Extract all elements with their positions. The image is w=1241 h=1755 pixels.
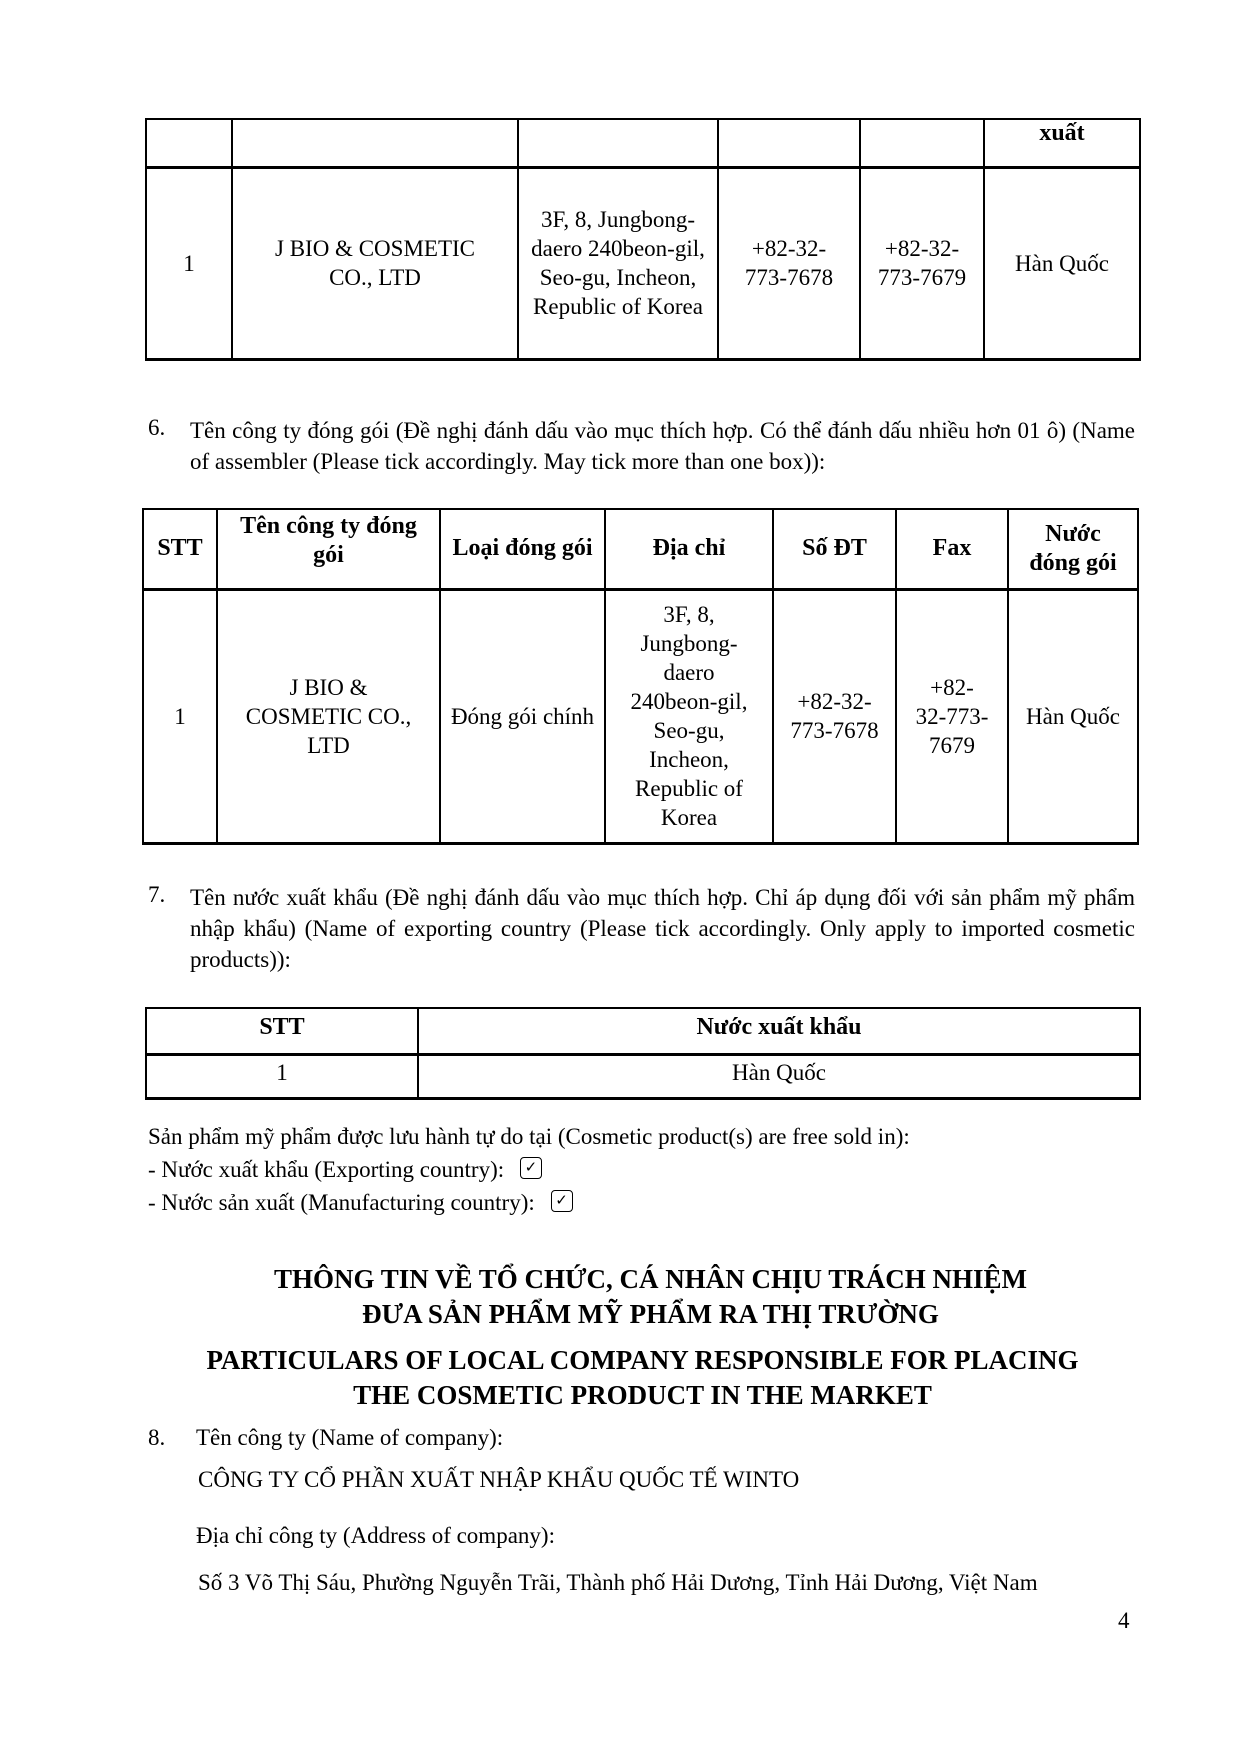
free-sold-intro: Sản phẩm mỹ phẩm được lưu hành tự do tại (Cosmetic product(s) are free sold in): [148,1124,910,1149]
heading-en-line2: THE COSMETIC PRODUCT IN THE MARKET [353,1380,932,1410]
cell-address: 3F, 8, Jungbong-daero 240beon-gil, Seo-gu, Incheon, Republic of Korea [605,589,773,843]
cell-company-name: J BIO & COSMETIC CO., LTD [217,589,440,843]
manufacturer-table [145,118,1141,361]
company-address-label: Địa chỉ công ty (Address of company): [196,1523,555,1548]
table-header-row [146,119,1140,167]
assembler-table [142,508,1139,845]
header-packing-type: Loại đóng gói [440,509,605,589]
cell-fax: +82-32-773-7679 [896,589,1008,843]
cell-address: 3F, 8, Jungbong-daero 240beon-gil, Seo-gu, Incheon, Republic of Korea [518,167,718,359]
header-cell [232,119,518,167]
company-name-label: Tên công ty (Name of company): [196,1425,504,1450]
cell-fax: +82-32-773-7679 [860,167,984,359]
header-address: Địa chỉ [605,509,773,589]
cell-packing-type: Đóng gói chính [440,589,605,843]
heading-vi-line2: ĐƯA SẢN PHẨM MỸ PHẨM RA THỊ TRƯỜNG [362,1299,939,1329]
header-phone: Số ĐT [773,509,896,589]
cell-country: Hàn Quốc [984,167,1140,359]
free-sold-exporting [148,1157,542,1183]
header-fax: Fax [896,509,1008,589]
section-6-text: Tên công ty đóng gói (Đề nghị đánh dấu vào mục thích hợp. Có thể đánh dấu nhiều hơn 01 ô) (Name of assembler (Please tick accordingly. May tick more than one box)): [190,418,1135,474]
manufacturing-country-checkbox[interactable]: ✓ [551,1190,573,1212]
free-sold-manufacturing-label: - Nước sản xuất (Manufacturing country): [148,1190,535,1215]
header-cell [860,119,984,167]
table-header-row [146,1008,1140,1054]
section-8-number: 8. [148,1425,166,1450]
cell-company-name: J BIO & COSMETIC CO., LTD [232,167,518,359]
header-packing-country: Nước đóng gói [1008,509,1138,589]
heading-vi-line1: THÔNG TIN VỀ TỔ CHỨC, CÁ NHÂN CHỊU TRÁCH NHIỆM [273,1264,1028,1294]
company-address-value: Số 3 Võ Thị Sáu, Phường Nguyễn Trãi, Thành phố Hải Dương, Tỉnh Hải Dương, Việt Nam [198,1570,1038,1595]
cell-packing-country: Hàn Quốc [1008,589,1138,843]
export-country-table [145,1007,1141,1100]
section-7-number: 7. [148,882,166,907]
section-6-number: 6. [148,415,166,440]
company-name-value: CÔNG TY CỔ PHẦN XUẤT NHẬP KHẨU QUỐC TẾ WINTO [198,1467,800,1492]
cell-phone: +82-32-773-7678 [718,167,860,359]
cell-stt: 1 [146,1054,418,1098]
page-number: 4 [1118,1608,1130,1633]
table-header-row [143,509,1138,589]
header-cell [518,119,718,167]
free-sold-exporting-label: - Nước xuất khẩu (Exporting country): [148,1157,505,1182]
cell-export-country: Hàn Quốc [418,1054,1140,1098]
header-company-name: Tên công ty đóng gói [217,509,440,589]
table-row [143,589,1138,843]
exporting-country-checkbox[interactable]: ✓ [520,1157,542,1179]
header-cell [718,119,860,167]
table-row [146,167,1140,359]
section-7-text: Tên nước xuất khẩu (Đề nghị đánh dấu vào mục thích hợp. Chỉ áp dụng đối với sản phẩm mỹ phẩm nhập khẩu) (Name of exporting country (Please tick accordingly. Only apply to imported cosmetic products)): [190,885,1135,972]
header-export-country: Nước xuất khẩu [418,1008,1140,1054]
table-row [146,1054,1140,1098]
cell-phone: +82-32-773-7678 [773,589,896,843]
heading-en-line1: PARTICULARS OF LOCAL COMPANY RESPONSIBLE FOR PLACING [206,1345,1079,1375]
cell-stt: 1 [143,589,217,843]
header-stt: STT [143,509,217,589]
header-cell [146,119,232,167]
cell-stt: 1 [146,167,232,359]
free-sold-manufacturing [148,1190,573,1216]
header-stt: STT [146,1008,418,1054]
header-cell-country: xuất [984,119,1140,167]
